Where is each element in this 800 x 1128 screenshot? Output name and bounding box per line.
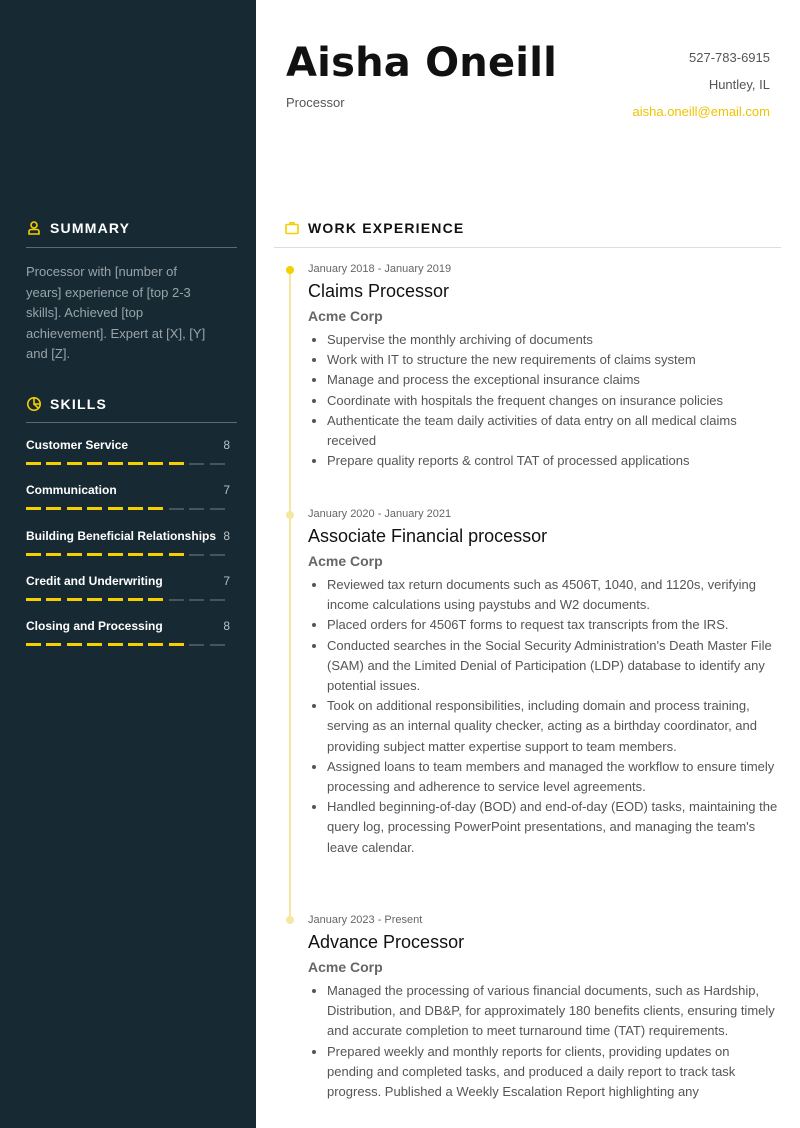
- pie-chart-icon: [26, 396, 42, 412]
- skill-level-segment-filled: [87, 643, 102, 646]
- job-bullets: [308, 575, 778, 858]
- skill-row: [26, 483, 230, 497]
- skill-level-segment-filled: [87, 507, 102, 510]
- skill-level-segment-filled: [87, 553, 102, 556]
- skill-score: 7: [223, 573, 230, 588]
- skill-level-bar: [26, 553, 230, 556]
- contact-info: [633, 50, 770, 131]
- skill-level-segment-filled: [169, 643, 184, 646]
- skill-name: Closing and Processing: [26, 619, 163, 634]
- skill-level-segment-empty: [189, 644, 204, 646]
- skill-level-bar: [26, 598, 230, 601]
- skill-level-bar: [26, 462, 230, 465]
- sidebar: [0, 0, 256, 1128]
- job-bullet: • Manage and process the exceptional insurance claims: [327, 370, 778, 390]
- skill-level-segment-filled: [26, 507, 41, 510]
- skill-row: [26, 574, 230, 588]
- skill-level-segment-empty: [210, 463, 225, 465]
- summary-heading: [26, 220, 130, 236]
- skill-level-segment-empty: [210, 508, 225, 510]
- summary-heading-label: SUMMARY: [50, 220, 131, 236]
- skill-level-segment-filled: [46, 598, 61, 601]
- skill-level-segment-filled: [67, 643, 82, 646]
- job-bullet: • Placed orders for 4506T forms to request tax transcripts from the IRS.: [327, 615, 778, 635]
- timeline-dot: [286, 266, 294, 274]
- skill-level-segment-filled: [108, 598, 123, 601]
- skill-name: Credit and Underwriting: [26, 573, 163, 588]
- location: Huntley, IL: [708, 77, 770, 92]
- skill-score: 8: [223, 528, 230, 543]
- job-company: Acme Corp: [308, 959, 383, 975]
- job-title: Claims Processor: [308, 281, 450, 301]
- job-entry: [308, 263, 778, 471]
- skill-level-segment-filled: [67, 553, 82, 556]
- job-bullets: [308, 330, 778, 471]
- user-icon: [26, 220, 42, 236]
- skill-level-segment-filled: [46, 462, 61, 465]
- skill-name: Customer Service: [26, 438, 129, 452]
- candidate-name: Aisha Oneill: [286, 40, 558, 86]
- skills-heading: [26, 396, 107, 412]
- skill-level-segment-filled: [108, 643, 123, 646]
- job-bullets: [308, 981, 778, 1102]
- skill-level-segment-filled: [169, 553, 184, 556]
- job-bullet: • Supervise the monthly archiving of documents: [327, 330, 778, 350]
- skills-divider: [26, 422, 237, 423]
- candidate-role: Processor: [286, 95, 345, 110]
- skill-level-segment-filled: [87, 462, 102, 465]
- skill-level-segment-filled: [67, 598, 82, 601]
- job-company: Acme Corp: [308, 553, 383, 569]
- skill-level-segment-empty: [169, 599, 184, 601]
- job-dates: January 2018 - January 2019: [308, 263, 452, 275]
- work-experience-heading: [284, 220, 464, 236]
- skill-row: [26, 619, 230, 633]
- job-bullet: • Work with IT to structure the new requirements of claims system: [327, 350, 778, 370]
- job-bullet: • Prepared weekly and monthly reports for clients, providing updates on pending and completed tasks, and produced a daily report to track task progress. Published a Weekly Escalation Report highlighting any: [327, 1042, 778, 1103]
- job-bullet: • Authenticate the team daily activities of data entry on all medical claims received: [327, 411, 778, 451]
- skill-level-segment-filled: [46, 507, 61, 510]
- skill-item: [26, 619, 230, 646]
- job-dates: January 2023 - Present: [308, 914, 423, 926]
- skill-level-bar: [26, 643, 230, 646]
- job-bullet: • Assigned loans to team members and managed the workflow to ensure timely processing and adherence to service level agreements.: [327, 757, 778, 797]
- skill-level-segment-filled: [128, 553, 143, 556]
- skill-level-segment-filled: [128, 462, 143, 465]
- skill-level-segment-filled: [148, 643, 163, 646]
- skill-level-segment-empty: [169, 508, 184, 510]
- work-experience-label: WORK EXPERIENCE: [308, 220, 465, 236]
- skill-level-segment-filled: [108, 553, 123, 556]
- skill-level-segment-filled: [148, 598, 163, 601]
- work-divider: [274, 247, 781, 248]
- skill-score: 8: [223, 438, 230, 452]
- skill-score: 7: [223, 483, 230, 498]
- skill-level-segment-filled: [26, 462, 41, 465]
- skill-level-segment-filled: [87, 598, 102, 601]
- job-entry: [308, 508, 778, 858]
- job-bullet: • Took on additional responsibilities, including domain and process training, serving as an internal quality checker, acting as a birthday coordinator, and providing subject matter expertise support to team members.: [327, 696, 778, 757]
- summary-text: Processor with [number of years] experience of [top 2-3 skills]. Achieved [top achievement]. Expert at [X], [Y] and [Z].: [26, 264, 206, 361]
- skill-level-segment-filled: [46, 643, 61, 646]
- skill-level-segment-empty: [189, 599, 204, 601]
- job-dates: January 2020 - January 2021: [308, 508, 452, 520]
- skill-name: Communication: [26, 483, 117, 498]
- skill-level-segment-filled: [169, 462, 184, 465]
- skill-level-segment-filled: [26, 598, 41, 601]
- skill-level-segment-filled: [26, 643, 41, 646]
- job-bullet: • Managed the processing of various financial documents, such as Hardship, Distribution, and DB&P, for approximately 180 benefits clients, ensuring timely and accurate completion to meet turnaround time (TAT) requirements.: [327, 981, 778, 1042]
- skill-level-segment-empty: [210, 599, 225, 601]
- skill-level-segment-filled: [67, 462, 82, 465]
- skill-level-segment-filled: [128, 507, 143, 510]
- summary-divider: [26, 247, 237, 248]
- skill-level-segment-filled: [148, 462, 163, 465]
- skill-name: Building Beneficial Relationships: [26, 528, 217, 543]
- timeline-dot: [286, 916, 294, 924]
- job-bullet: • Reviewed tax return documents such as 4506T, 1040, and 1120s, verifying income calculations using paystubs and W2 documents.: [327, 575, 778, 615]
- timeline-line: [289, 270, 291, 920]
- skill-level-bar: [26, 507, 230, 510]
- skill-level-segment-filled: [148, 507, 163, 510]
- skill-score: 8: [223, 619, 230, 634]
- skill-level-segment-filled: [26, 553, 41, 556]
- briefcase-icon: [284, 220, 300, 236]
- job-bullet: • Prepare quality reports & control TAT of processed applications: [327, 451, 778, 471]
- job-bullet: • Coordinate with hospitals the frequent changes on insurance policies: [327, 391, 778, 411]
- skill-row: [26, 438, 230, 452]
- skill-level-segment-empty: [210, 644, 225, 646]
- job-bullet: • Handled beginning-of-day (BOD) and end-of-day (EOD) tasks, maintaining the query log, processing PowerPoint presentations, and managing the team's leave calendar.: [327, 797, 778, 858]
- skill-level-segment-empty: [189, 508, 204, 510]
- skill-item: [26, 438, 230, 465]
- skill-level-segment-empty: [189, 554, 204, 556]
- job-entry: [308, 914, 778, 1102]
- skill-level-segment-filled: [128, 598, 143, 601]
- skills-heading-label: SKILLS: [50, 396, 107, 412]
- main-content: [256, 0, 800, 1128]
- job-bullet: • Conducted searches in the Social Security Administration's Death Master File (SAM) and the Limited Denial of Participation (LDP) database to identify any potential issues.: [327, 636, 778, 697]
- skill-level-segment-filled: [148, 553, 163, 556]
- skill-level-segment-filled: [67, 507, 82, 510]
- timeline-dot: [286, 511, 294, 519]
- job-title: Associate Financial processor: [308, 526, 548, 546]
- skill-level-segment-filled: [108, 462, 123, 465]
- skill-level-segment-empty: [210, 554, 225, 556]
- skill-item: [26, 483, 230, 510]
- job-company: Acme Corp: [308, 308, 383, 324]
- skill-item: [26, 574, 230, 601]
- phone: 527-783-6915: [689, 50, 770, 65]
- job-title: Advance Processor: [308, 932, 465, 952]
- skill-level-segment-filled: [108, 507, 123, 510]
- skill-level-segment-filled: [128, 643, 143, 646]
- skill-item: [26, 529, 230, 556]
- skill-row: [26, 529, 230, 543]
- skill-level-segment-empty: [189, 463, 204, 465]
- skill-level-segment-filled: [46, 553, 61, 556]
- email-link[interactable]: aisha.oneill@email.com: [632, 104, 770, 119]
